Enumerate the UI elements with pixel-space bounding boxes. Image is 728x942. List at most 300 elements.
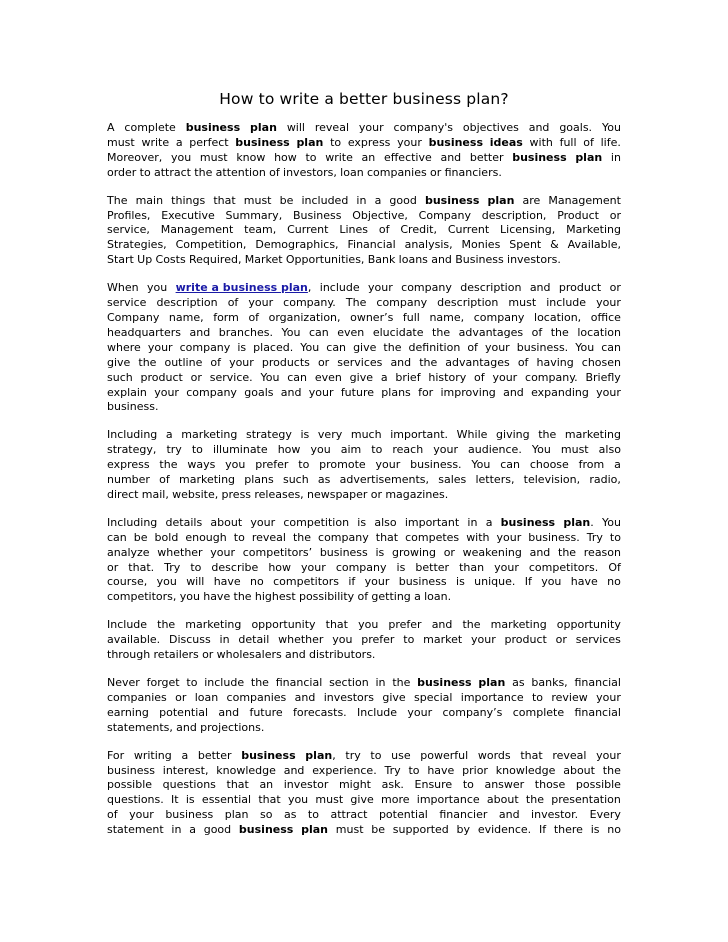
word — [381, 371, 388, 386]
word-text: Try — [586, 530, 603, 544]
word-text: You — [601, 515, 621, 529]
word — [169, 633, 211, 648]
word-text: you — [287, 793, 309, 807]
word-text: or — [609, 281, 621, 295]
word-text: services — [337, 355, 383, 369]
word — [463, 546, 522, 561]
word-text: Summary, — [225, 208, 283, 222]
word-text: companies — [226, 690, 287, 704]
word — [227, 778, 249, 793]
word-text: Licensing, — [500, 223, 556, 237]
word — [107, 326, 181, 341]
word — [252, 531, 286, 546]
word — [550, 238, 559, 253]
word-text: better — [197, 748, 232, 762]
word-text: of — [159, 473, 170, 487]
word-text: the — [550, 325, 569, 339]
word-text: company — [376, 296, 428, 310]
word — [575, 151, 602, 166]
word-text: and — [280, 385, 302, 399]
word-text: marketing — [185, 618, 242, 632]
word-text: Current — [447, 223, 490, 237]
word — [107, 223, 150, 238]
word-text: You — [575, 340, 595, 354]
word-text: advantages — [445, 355, 510, 369]
word-text: course, — [107, 575, 148, 589]
word-text: analysis, — [404, 238, 453, 252]
word-text: presentation — [551, 793, 621, 807]
text-line — [107, 778, 621, 793]
word — [107, 473, 150, 488]
word-text: , — [332, 748, 336, 762]
word-text: your — [492, 370, 518, 384]
word-text: is — [237, 340, 247, 354]
word — [229, 356, 254, 371]
word — [395, 371, 420, 386]
word — [346, 296, 366, 311]
word-text: getting — [371, 590, 411, 604]
word-text: the — [157, 618, 176, 632]
word-text: Available, — [567, 238, 621, 252]
bold-keyword: plan — [250, 121, 277, 134]
word — [608, 561, 621, 576]
word — [367, 166, 427, 181]
bold-keyword: ideas — [489, 135, 523, 149]
word — [557, 618, 621, 633]
word-text: whether — [278, 633, 324, 647]
word-text: an — [361, 150, 376, 164]
word — [417, 676, 471, 691]
word-text: Including — [107, 428, 158, 442]
word-text: is — [456, 575, 465, 589]
bold-keyword: plan — [301, 823, 329, 837]
word-text: with — [529, 135, 553, 149]
word-text: a — [414, 590, 421, 604]
word-text: statement — [107, 823, 164, 837]
word — [166, 516, 203, 531]
word-text: statements, — [107, 720, 173, 734]
word-text: competitors — [273, 575, 340, 589]
word — [507, 253, 561, 268]
word-text: important. — [390, 428, 449, 442]
word-text: in — [375, 676, 386, 689]
word-text: much — [350, 428, 382, 442]
word-text: to — [462, 778, 474, 792]
word — [107, 209, 150, 224]
word-text: and — [528, 121, 550, 134]
word-text: Try — [384, 763, 401, 777]
word-text: and — [431, 253, 452, 267]
word — [563, 516, 593, 531]
word — [440, 151, 461, 166]
word-text: also — [374, 515, 397, 529]
write-business-plan-link[interactable]: write a business plan — [175, 281, 308, 295]
word-text: better — [415, 560, 450, 574]
word — [204, 676, 244, 691]
word — [107, 166, 136, 181]
word — [429, 136, 483, 151]
word — [107, 428, 157, 443]
word — [429, 311, 464, 326]
word-text: express — [107, 458, 150, 472]
word — [337, 356, 382, 371]
word — [467, 516, 477, 531]
word-text: competition — [283, 515, 350, 529]
word-text: loan. — [424, 590, 452, 604]
word — [526, 793, 544, 808]
word — [419, 209, 471, 224]
word-text: important — [404, 515, 460, 529]
word — [390, 428, 448, 443]
word-text: giving — [496, 428, 530, 442]
word — [243, 546, 312, 561]
word — [216, 764, 276, 779]
word-text: of — [210, 355, 222, 369]
word — [602, 121, 621, 136]
word — [551, 326, 569, 341]
text-line — [107, 371, 621, 386]
word-text: You — [471, 458, 491, 472]
bold-keyword: plan — [478, 676, 506, 689]
word-text: the — [233, 590, 252, 604]
bold-keyword: business — [417, 676, 472, 689]
word — [425, 194, 479, 209]
word — [166, 428, 173, 443]
word — [525, 371, 578, 386]
word — [350, 371, 373, 386]
paragraph — [107, 428, 621, 503]
word-text: or — [317, 355, 330, 369]
word-text: you — [170, 150, 192, 164]
word-text: While — [456, 428, 488, 442]
word-text: company — [179, 340, 231, 354]
word-text: investors, — [283, 165, 337, 179]
word-text: your — [250, 515, 276, 529]
word — [246, 428, 292, 443]
word-text: history — [428, 370, 467, 384]
word-text: company. — [525, 370, 578, 384]
text-line — [107, 386, 621, 401]
word-text: projections. — [200, 720, 265, 734]
word-text: expanding — [531, 385, 589, 399]
word-text: or — [107, 560, 119, 574]
word — [610, 531, 621, 546]
word-text: in — [467, 515, 478, 529]
word — [530, 546, 551, 561]
word — [337, 326, 364, 341]
word-text: Moreover, — [107, 150, 163, 164]
word-text: loan — [194, 690, 219, 704]
word-text: you — [332, 633, 353, 647]
word-text: Objective, — [352, 208, 408, 222]
word-text: write — [141, 135, 170, 149]
word-text: audience. — [468, 443, 522, 457]
word — [107, 151, 162, 166]
word-text: attract — [153, 165, 191, 179]
word-text: reveal — [251, 530, 286, 544]
word — [137, 253, 152, 268]
word-text: Start — [107, 253, 134, 267]
word — [512, 151, 566, 166]
word — [558, 546, 576, 561]
word — [163, 764, 209, 779]
word-text: earning — [107, 705, 149, 719]
text-line — [107, 223, 621, 238]
word-text: there — [553, 823, 583, 837]
word-text: marketing — [178, 473, 236, 487]
word-text: your — [358, 121, 384, 134]
text-line — [107, 575, 621, 590]
word — [530, 281, 551, 296]
word — [239, 823, 293, 838]
word — [611, 151, 621, 166]
word-text: The — [345, 296, 367, 310]
word-text: have — [570, 575, 598, 589]
word — [255, 238, 338, 253]
word-text: and — [529, 545, 551, 559]
word-text: good — [203, 823, 232, 837]
word-text: and — [189, 325, 211, 339]
word-text: must — [243, 193, 272, 207]
word — [181, 749, 188, 764]
word-text: to — [186, 676, 198, 689]
word-text: might — [338, 778, 371, 792]
word-text: television, — [523, 473, 581, 487]
word-text: For — [107, 748, 125, 762]
word-text: financial — [574, 676, 621, 689]
word-text: headquarters — [107, 325, 182, 339]
word — [419, 356, 437, 371]
word-text: or — [443, 545, 455, 559]
word-text: section — [329, 676, 369, 689]
document-body — [107, 121, 621, 838]
word — [352, 209, 408, 224]
word — [376, 458, 401, 473]
word — [365, 575, 390, 590]
word — [218, 706, 239, 721]
word-text: so — [260, 808, 273, 822]
word-text: name, — [429, 310, 465, 324]
word — [375, 194, 382, 209]
word-text: . — [590, 515, 594, 529]
word — [427, 764, 454, 779]
word — [486, 516, 493, 531]
word-text: more — [381, 793, 410, 807]
word-text: investor. — [531, 808, 579, 822]
word-text: must — [199, 150, 228, 164]
paragraph — [107, 749, 621, 838]
word — [107, 808, 118, 823]
word — [350, 311, 393, 326]
word — [181, 428, 237, 443]
word — [424, 590, 451, 605]
word — [213, 443, 268, 458]
word — [318, 428, 342, 443]
word-text: the — [392, 676, 411, 689]
word-text: to — [408, 763, 420, 777]
word-text: company — [473, 310, 525, 324]
word — [528, 531, 579, 546]
text-line — [107, 253, 621, 268]
word-text: you — [225, 458, 246, 472]
word-text: try — [345, 748, 361, 762]
word-text: financier — [439, 808, 488, 822]
word-text: to — [190, 560, 202, 574]
word — [161, 209, 215, 224]
word-text: financial — [574, 705, 621, 719]
word — [347, 238, 395, 253]
word — [607, 823, 621, 838]
word-text: must — [335, 823, 364, 837]
word — [556, 633, 567, 648]
word-text: powerful — [420, 748, 469, 762]
word — [523, 194, 541, 209]
word — [610, 281, 621, 296]
word — [566, 223, 621, 238]
word — [531, 386, 589, 401]
word — [482, 209, 547, 224]
word — [379, 808, 428, 823]
word-text: banks, — [531, 676, 568, 689]
word — [171, 151, 191, 166]
word-text: the — [194, 165, 213, 179]
word — [107, 546, 150, 561]
word-text: of — [248, 310, 260, 324]
word-text: main — [135, 193, 164, 207]
word-text: to — [609, 530, 621, 544]
word-text: about — [210, 515, 243, 529]
word-text: can — [326, 340, 347, 354]
word-text: or — [202, 648, 214, 662]
word-text: owner’s — [350, 310, 394, 324]
word-text: product — [558, 281, 602, 295]
word-text: your — [407, 705, 433, 719]
word — [318, 473, 330, 488]
word-text: services — [575, 633, 621, 647]
word-text: loan — [340, 165, 364, 179]
word-text: choose — [529, 458, 569, 472]
word — [407, 706, 432, 721]
word-text: describe — [211, 560, 259, 574]
word — [312, 764, 376, 779]
word-text: your — [596, 690, 621, 704]
word — [442, 706, 502, 721]
word-text: a — [380, 370, 388, 384]
word — [319, 458, 366, 473]
word — [607, 575, 621, 590]
word-text: ask. — [381, 778, 404, 792]
word-text: those — [534, 778, 566, 792]
word-text: name, — [168, 310, 204, 324]
word — [186, 676, 197, 691]
word — [361, 633, 394, 648]
word — [250, 121, 277, 136]
word — [235, 136, 289, 151]
word — [156, 296, 217, 311]
word — [305, 749, 335, 764]
word — [585, 371, 620, 386]
bold-keyword: business — [500, 515, 556, 529]
word-text: is — [185, 793, 195, 807]
word — [287, 121, 305, 136]
word — [513, 706, 564, 721]
word — [129, 808, 154, 823]
word-text: detail — [238, 633, 270, 647]
word-text: as — [283, 808, 297, 822]
word — [154, 166, 191, 181]
word-text: business — [165, 808, 214, 822]
word — [431, 253, 452, 268]
word — [359, 121, 384, 136]
word — [589, 473, 621, 488]
word-text: that — [258, 793, 281, 807]
word — [248, 311, 259, 326]
word-text: whether — [157, 545, 203, 559]
word — [210, 546, 235, 561]
word-text: to — [531, 690, 544, 704]
word — [455, 253, 504, 268]
text-line — [107, 676, 621, 691]
word-text: answer — [484, 778, 525, 792]
word-text: about — [563, 763, 595, 777]
word — [571, 575, 598, 590]
word-text: of — [227, 296, 239, 310]
word-text: the — [462, 618, 481, 632]
word — [220, 633, 230, 648]
word — [107, 648, 150, 663]
word-text: complete — [512, 705, 565, 719]
word — [268, 561, 291, 576]
word-text: placed. — [253, 340, 294, 354]
word-text: company — [318, 530, 369, 544]
word-text: can — [601, 340, 621, 354]
word — [505, 633, 547, 648]
word — [541, 575, 561, 590]
word — [107, 238, 167, 253]
word — [148, 341, 173, 356]
word-text: review — [551, 690, 588, 704]
word — [315, 371, 342, 386]
word-text: the — [432, 325, 451, 339]
word — [107, 136, 135, 151]
word-text: give — [350, 793, 374, 807]
word — [438, 473, 466, 488]
word-text: newspaper — [306, 487, 368, 501]
word-text: elucidate — [372, 325, 424, 339]
word-text: use — [391, 748, 411, 762]
word — [485, 341, 510, 356]
word — [154, 648, 199, 663]
word-text: plans — [244, 473, 274, 487]
word — [287, 371, 307, 386]
word-text: can — [500, 458, 520, 472]
word — [428, 371, 466, 386]
word — [576, 778, 621, 793]
word-text: Include — [357, 705, 398, 719]
word — [282, 326, 301, 341]
word — [107, 749, 124, 764]
word-text: in — [610, 150, 621, 164]
text-line — [107, 296, 621, 311]
word — [204, 823, 231, 838]
word-text: of — [531, 325, 543, 339]
word — [462, 618, 480, 633]
word — [225, 808, 249, 823]
word — [478, 749, 511, 764]
word-text: special — [414, 690, 453, 704]
word-text: you — [358, 618, 379, 632]
word-text: questions — [162, 778, 216, 792]
